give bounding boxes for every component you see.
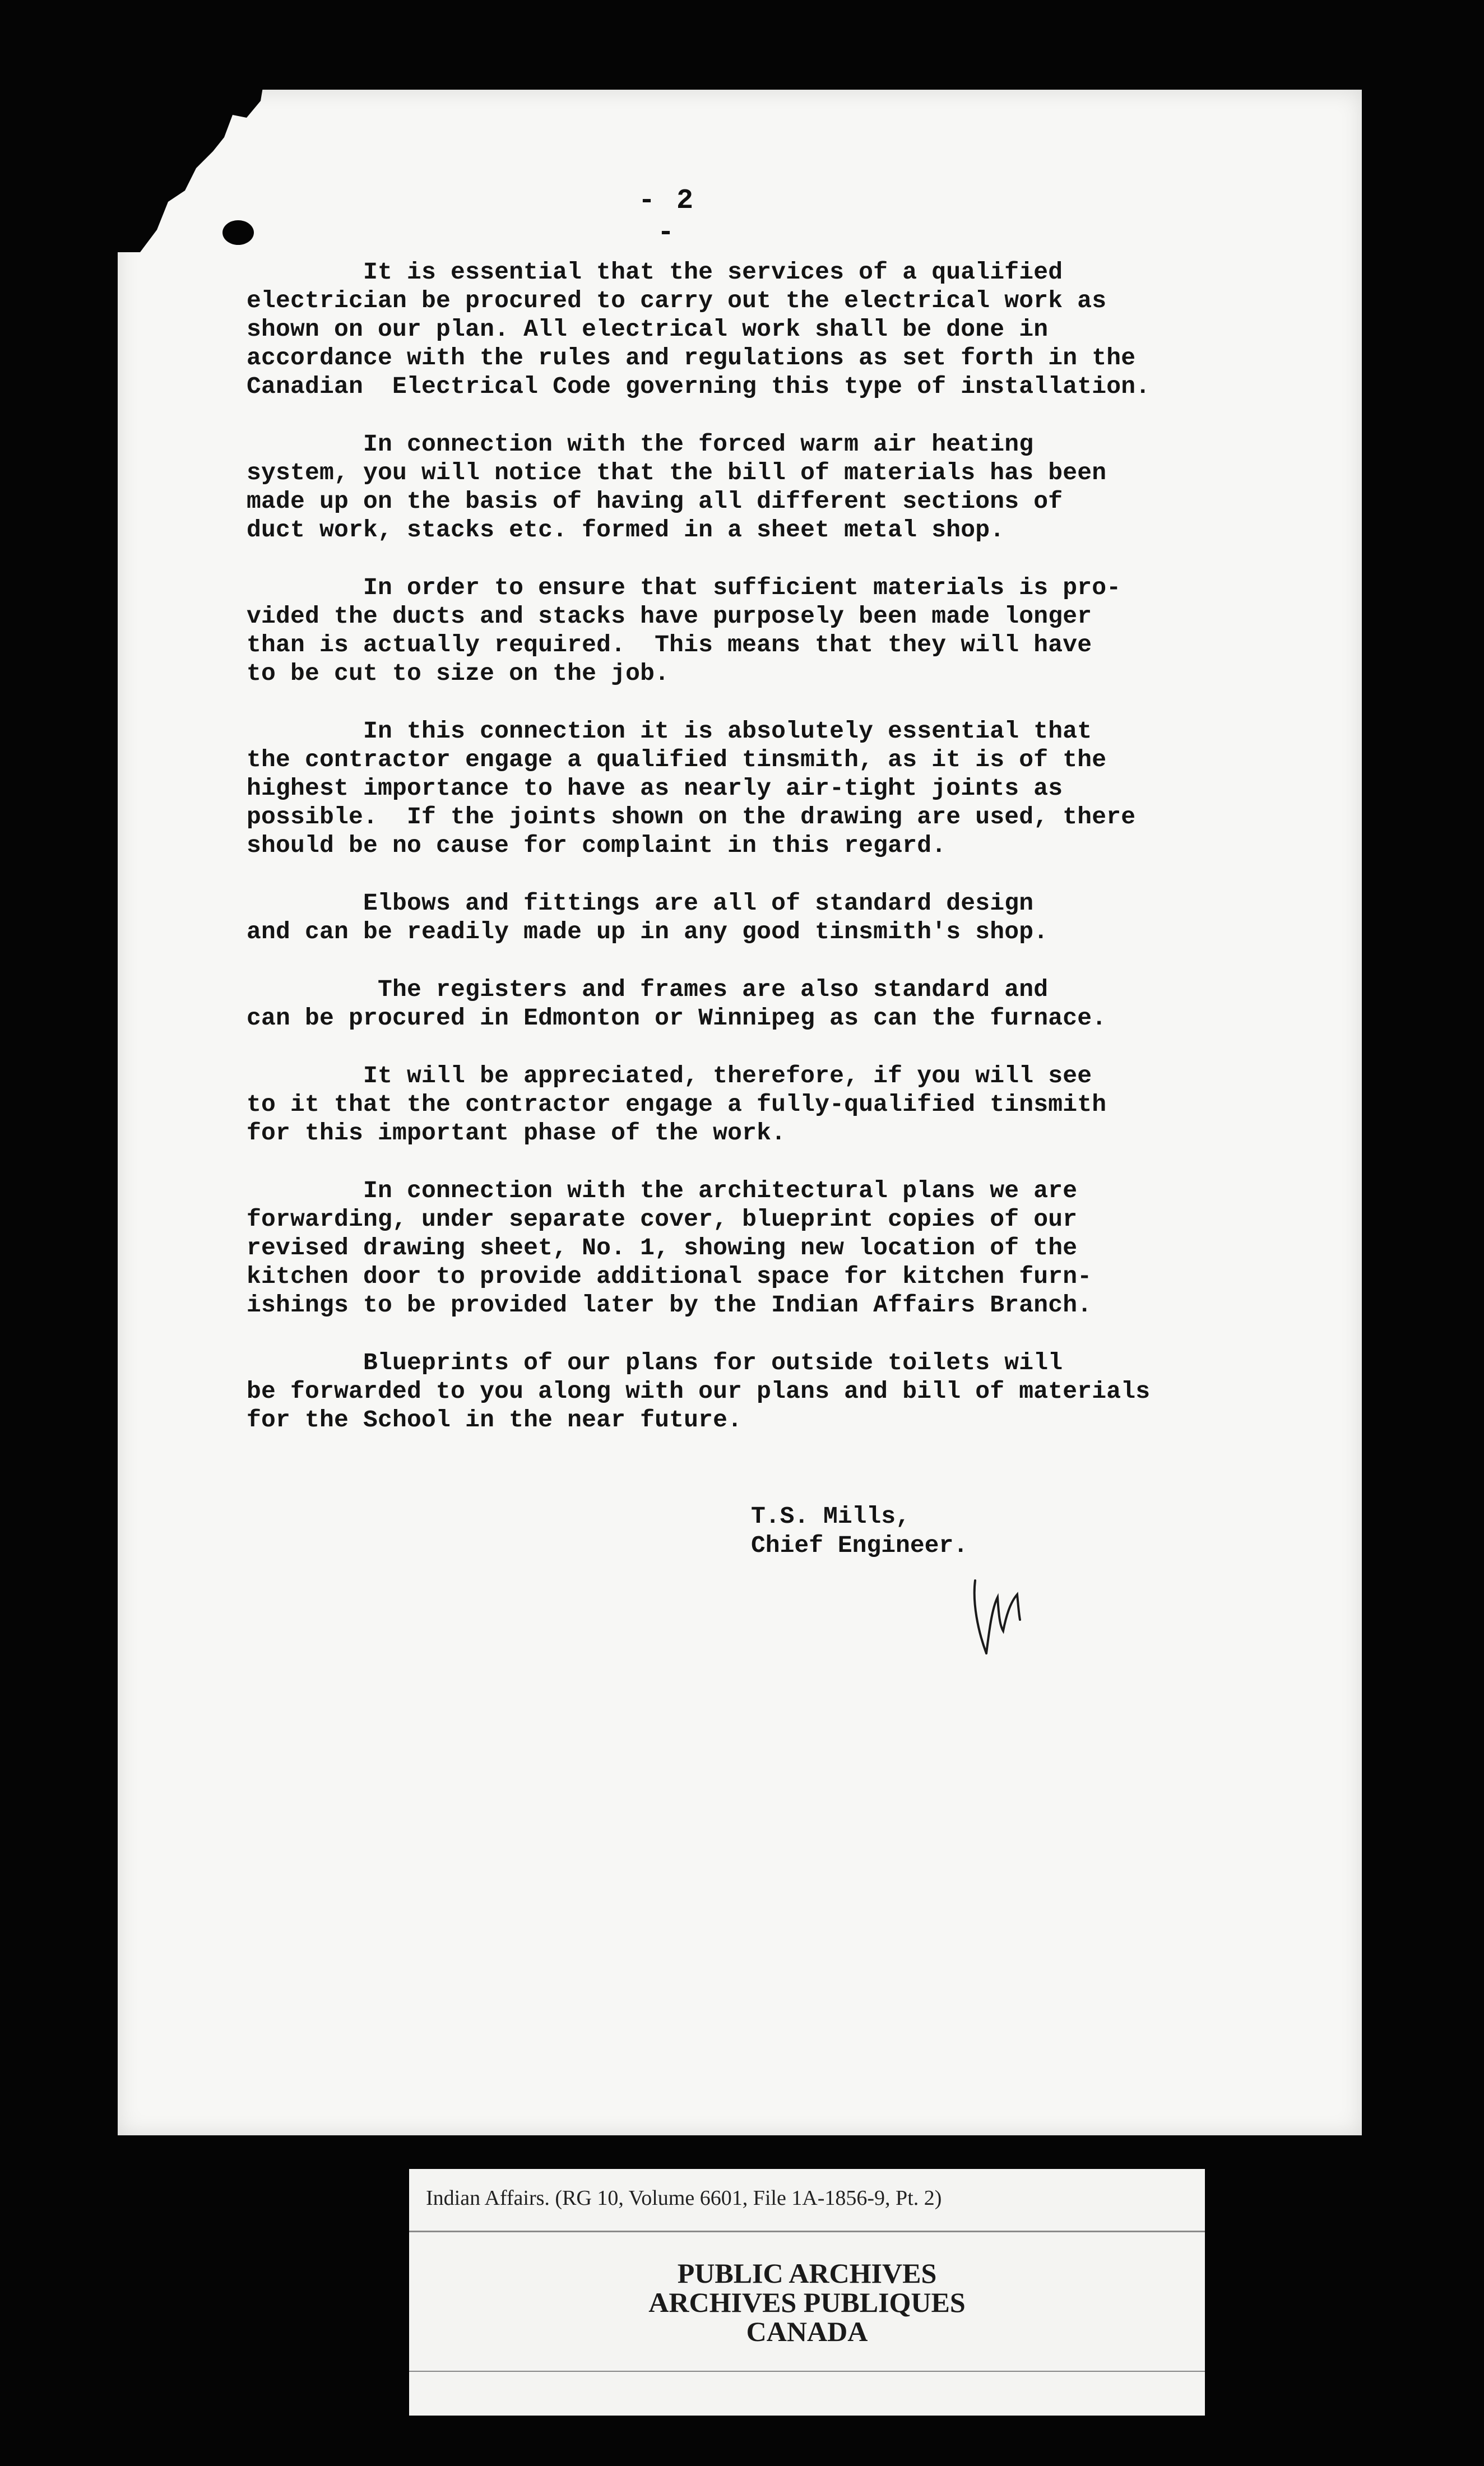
paragraph-line: to it that the contractor engage a fully-qualified tinsmith [247,1091,1107,1118]
paragraph-line: electrician be procured to carry out the electrical work as [247,287,1107,314]
paragraph-line: Blueprints of our plans for outside toilets will [247,1349,1063,1376]
paragraph-line: accordance with the rules and regulations as set forth in the [247,344,1136,372]
paragraph-line: for this important phase of the work. [247,1119,786,1147]
paragraph-line: ishings to be provided later by the Indian Affairs Branch. [247,1291,1092,1319]
archive-label [409,2169,1205,2416]
signature-block [751,1502,968,1560]
handwritten-initials [964,1564,1031,1659]
paragraph-line: for the School in the near future. [247,1406,743,1434]
paragraph-line: and can be readily made up in any good tinsmith's shop. [247,918,1049,945]
paragraph-line: should be no cause for complaint in this regard. [247,832,947,859]
archive-reference: Indian Affairs. (RG 10, Volume 6601, File 1A-1856-9, Pt. 2) [426,2186,942,2210]
letter-paragraph [247,889,1300,946]
paragraph-line: In connection with the forced warm air heating [247,430,1034,458]
paragraph-line: shown on our plan. All electrical work shall be done in [247,316,1049,343]
paragraph-line: The registers and frames are also standard and [247,976,1049,1003]
signatory-name: T.S. Mills, [751,1503,910,1530]
archive-name [409,2259,1205,2346]
letter-paragraph [247,1062,1300,1147]
paragraph-line: It will be appreciated, therefore, if you will see [247,1062,1092,1090]
paragraph-line: vided the ducts and stacks have purposely been made longer [247,602,1092,630]
paragraph-line: In this connection it is absolutely essential that [247,717,1092,745]
torn-corner-mark [118,84,263,252]
signatory-title: Chief Engineer. [751,1532,968,1559]
paragraph-line: can be procured in Edmonton or Winnipeg as can the furnace. [247,1004,1107,1032]
paragraph-line: be forwarded to you along with our plans and bill of materials [247,1378,1151,1405]
paragraph-line: possible. If the joints shown on the drawing are used, there [247,803,1136,831]
paragraph-line: In connection with the architectural plans we are [247,1177,1078,1204]
archive-name-line: CANADA [746,2316,868,2347]
archive-name-line: PUBLIC ARCHIVES [677,2258,937,2289]
paragraph-line: It is essential that the services of a qualified [247,258,1063,286]
letter-paragraph [247,1176,1300,1319]
paragraph-line: Canadian Electrical Code governing this type of installation. [247,373,1151,400]
paragraph-line: highest importance to have as nearly air-tight joints as [247,775,1063,802]
paragraph-line: system, you will notice that the bill of materials has been [247,459,1107,486]
paragraph-line: to be cut to size on the job. [247,660,670,687]
paragraph-line: kitchen door to provide additional space for kitchen furn- [247,1263,1092,1290]
paragraph-line: made up on the basis of having all different sections of [247,488,1063,515]
letter-paragraph [247,573,1300,688]
page-number: - 2 - [638,185,695,249]
paragraph-line: Elbows and fittings are all of standard design [247,889,1034,917]
paragraph-line: In order to ensure that sufficient materials is pro- [247,574,1121,601]
letter-paragraph [247,430,1300,544]
paragraph-line: forwarding, under separate cover, blueprint copies of our [247,1206,1078,1233]
paragraph-line: revised drawing sheet, No. 1, showing new location of the [247,1234,1078,1262]
paragraph-line: than is actually required. This means that they will have [247,631,1092,659]
letter-paragraph [247,258,1300,401]
archive-name-line: ARCHIVES PUBLIQUES [648,2287,966,2318]
letter-paragraph [247,717,1300,860]
divider [409,2371,1205,2372]
divider [409,2231,1205,2232]
paragraph-line: duct work, stacks etc. formed in a sheet metal shop. [247,516,1005,544]
letter-body [247,258,1300,1463]
letter-paragraph [247,1348,1300,1434]
paragraph-line: the contractor engage a qualified tinsmith, as it is of the [247,746,1107,773]
letter-paragraph [247,975,1300,1032]
